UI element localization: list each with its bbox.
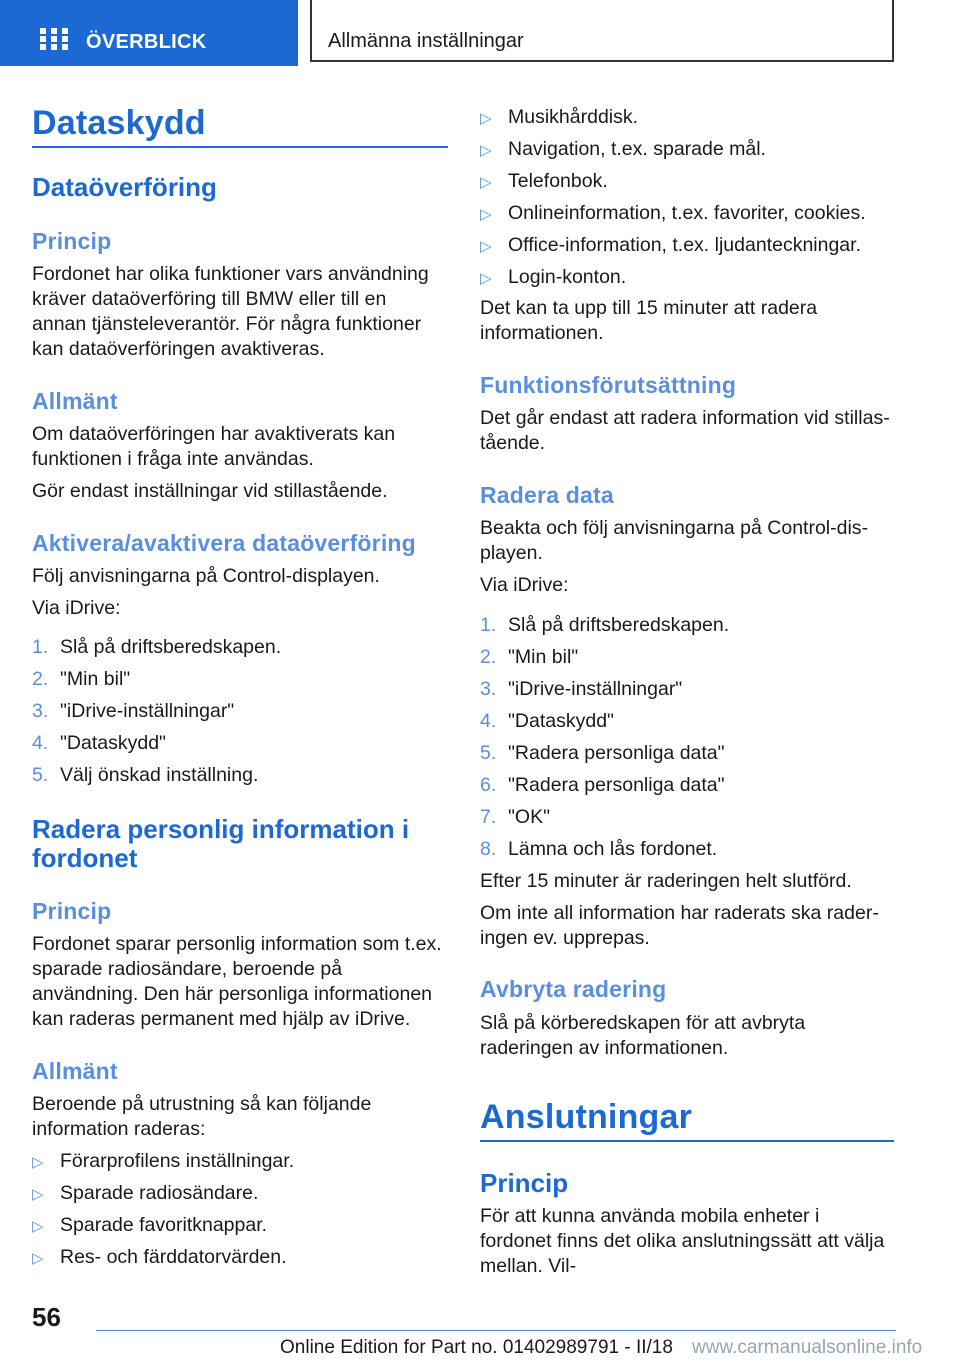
page-number: 56 [32, 1302, 61, 1332]
step-number: 2. [480, 646, 497, 668]
section-title-dataskydd: Dataskydd [32, 104, 206, 142]
list-item [480, 170, 608, 193]
list-item [32, 732, 166, 755]
step-text: "iDrive-inställningar" [60, 700, 235, 722]
paragraph-connections: För att kunna använda mobila enheter i fordonet finns det olika anslutningssätt att välja mellan. Vil- [480, 1205, 885, 1277]
paragraph-radera-data: Beakta och följ anvisningarna på Control-displayen. [480, 517, 869, 564]
triangle-right-icon: ▷ [32, 1250, 44, 1267]
paragraph-via-idrive-2: Via iDrive: [480, 574, 569, 596]
step-number: 6. [480, 774, 497, 796]
step-text: "Radera personliga data" [508, 742, 725, 764]
bullet-text: Sparade radiosändare. [60, 1182, 259, 1204]
footer-edition: Online Edition for Part no. 01402989791 - II/18 [280, 1337, 673, 1358]
breadcrumb-label: Allmänna inställningar [328, 30, 524, 52]
list-item [480, 202, 866, 225]
overview-tab-label: ÖVERBLICK [86, 31, 207, 53]
step-text: "Radera personliga data" [508, 774, 725, 796]
heading-radera-line2: fordonet [32, 843, 138, 873]
step-number: 3. [32, 700, 49, 722]
list-item [480, 710, 614, 733]
footer-watermark-link[interactable]: www.carmanualsonline.info [692, 1337, 923, 1358]
overview-tab[interactable] [0, 0, 298, 66]
step-text: Slå på driftsberedskapen. [60, 636, 282, 658]
bullet-text: Förarprofilens inställningar. [60, 1150, 295, 1172]
bullet-text: Telefonbok. [508, 170, 608, 192]
subheading-funktionsforutsattning: Funktionsförutsättning [480, 372, 737, 398]
footer-divider [96, 1330, 896, 1331]
section-title-anslutningar: Anslutningar [480, 1098, 693, 1136]
triangle-right-icon: ▷ [32, 1186, 44, 1203]
grid-icon [40, 28, 68, 50]
heading-princip: Princip [480, 1168, 569, 1198]
step-number: 2. [32, 668, 49, 690]
list-item [32, 764, 258, 787]
step-text: "Min bil" [60, 668, 131, 690]
subheading-avbryta-radering: Avbryta radering [480, 976, 667, 1002]
triangle-right-icon: ▷ [32, 1154, 44, 1171]
list-item [480, 806, 550, 829]
triangle-right-icon: ▷ [480, 174, 492, 191]
paragraph-after: Efter 15 minuter är raderingen helt slutförd. [480, 870, 852, 892]
list-item [32, 636, 281, 659]
step-text: "iDrive-inställningar" [508, 678, 683, 700]
paragraph-princip-2: Fordonet sparar personlig information som t.ex. sparade radiosändare, beroende på användning. Den här personliga informationen kan raderas permanent med hjälp av iDrive. [32, 933, 442, 1030]
heading-radera-line1: Radera personlig information i [32, 814, 410, 844]
step-text: Lämna och lås fordonet. [508, 838, 718, 860]
bullet-text: Navigation, t.ex. sparade mål. [508, 138, 766, 160]
list-item [32, 1150, 294, 1173]
list-item [480, 614, 729, 637]
subheading-aktivera: Aktivera/avaktivera dataöverföring [32, 530, 416, 556]
list-item [480, 106, 638, 129]
page-header [0, 0, 960, 66]
step-number: 1. [32, 636, 49, 658]
bullet-text: Onlineinformation, t.ex. favoriter, cookies. [508, 202, 866, 224]
list-item [32, 1246, 287, 1269]
list-item [32, 1214, 267, 1237]
paragraph-stillastaende: Gör endast inställningar vid stillastående. [32, 480, 388, 502]
bullet-text: Office-information, t.ex. ljudanteckningar. [508, 234, 861, 256]
subheading-princip-2: Princip [32, 898, 112, 924]
triangle-right-icon: ▷ [480, 206, 492, 223]
paragraph-requirement: Det går endast att radera information vid stillastående. [480, 407, 890, 454]
subheading-allmant: Allmänt [32, 388, 118, 414]
list-item [480, 266, 626, 289]
subheading-allmant-2: Allmänt [32, 1058, 118, 1084]
step-number: 8. [480, 838, 497, 860]
paragraph-allmant: Om dataöverföringen har avaktiverats kan funktionen i fråga inte användas. [32, 423, 396, 470]
breadcrumb[interactable] [310, 0, 894, 62]
paragraph-aktivera: Följ anvisningarna på Control-displayen. [32, 565, 380, 587]
bullet-text: Sparade favoritknappar. [60, 1214, 268, 1236]
triangle-right-icon: ▷ [32, 1218, 44, 1235]
title-divider [480, 1140, 894, 1142]
list-item [480, 138, 766, 161]
step-number: 1. [480, 614, 497, 636]
step-text: Välj önskad inställning. [60, 764, 259, 786]
list-item [480, 234, 861, 257]
paragraph-cancel: Slå på körberedskapen för att avbryta raderingen av informationen. [480, 1012, 806, 1059]
paragraph-retry: Om inte all information har raderats ska raderingen ev. upprepas. [480, 902, 879, 949]
step-number: 4. [480, 710, 497, 732]
step-number: 7. [480, 806, 497, 828]
list-item [32, 1182, 258, 1205]
list-item [32, 668, 130, 691]
bullet-text: Res- och färddatorvärden. [60, 1246, 287, 1268]
subheading-radera-data: Radera data [480, 482, 614, 508]
step-text: "Dataskydd" [60, 732, 166, 754]
subheading-princip: Princip [32, 228, 112, 254]
list-item [480, 742, 725, 765]
triangle-right-icon: ▷ [480, 110, 492, 127]
step-number: 5. [480, 742, 497, 764]
list-item [480, 678, 682, 701]
step-text: "OK" [508, 806, 551, 828]
step-text: Slå på driftsberedskapen. [508, 614, 730, 636]
paragraph-duration: Det kan ta upp till 15 minuter att radera informationen. [480, 297, 818, 344]
paragraph-princip: Fordonet har olika funktioner vars användning kräver dataöverföring till BMW eller till en annan tjänsteleverantör. För några funktioner kan dataöverföringen avaktiveras. [32, 263, 429, 360]
bullet-text: Musikhårddisk. [508, 106, 639, 128]
list-item [32, 700, 234, 723]
triangle-right-icon: ▷ [480, 270, 492, 287]
step-text: "Min bil" [508, 646, 579, 668]
triangle-right-icon: ▷ [480, 238, 492, 255]
list-item [480, 646, 578, 669]
title-divider [32, 146, 448, 148]
step-number: 4. [32, 732, 49, 754]
step-number: 3. [480, 678, 497, 700]
list-item [480, 774, 725, 797]
list-item [480, 838, 717, 861]
paragraph-allmant-2: Beroende på utrustning så kan följande information raderas: [32, 1093, 372, 1140]
step-number: 5. [32, 764, 49, 786]
heading-dataoverforing: Dataöverföring [32, 172, 217, 202]
triangle-right-icon: ▷ [480, 142, 492, 159]
step-text: "Dataskydd" [508, 710, 614, 732]
paragraph-via-idrive: Via iDrive: [32, 597, 121, 619]
bullet-text: Login-konton. [508, 266, 627, 288]
